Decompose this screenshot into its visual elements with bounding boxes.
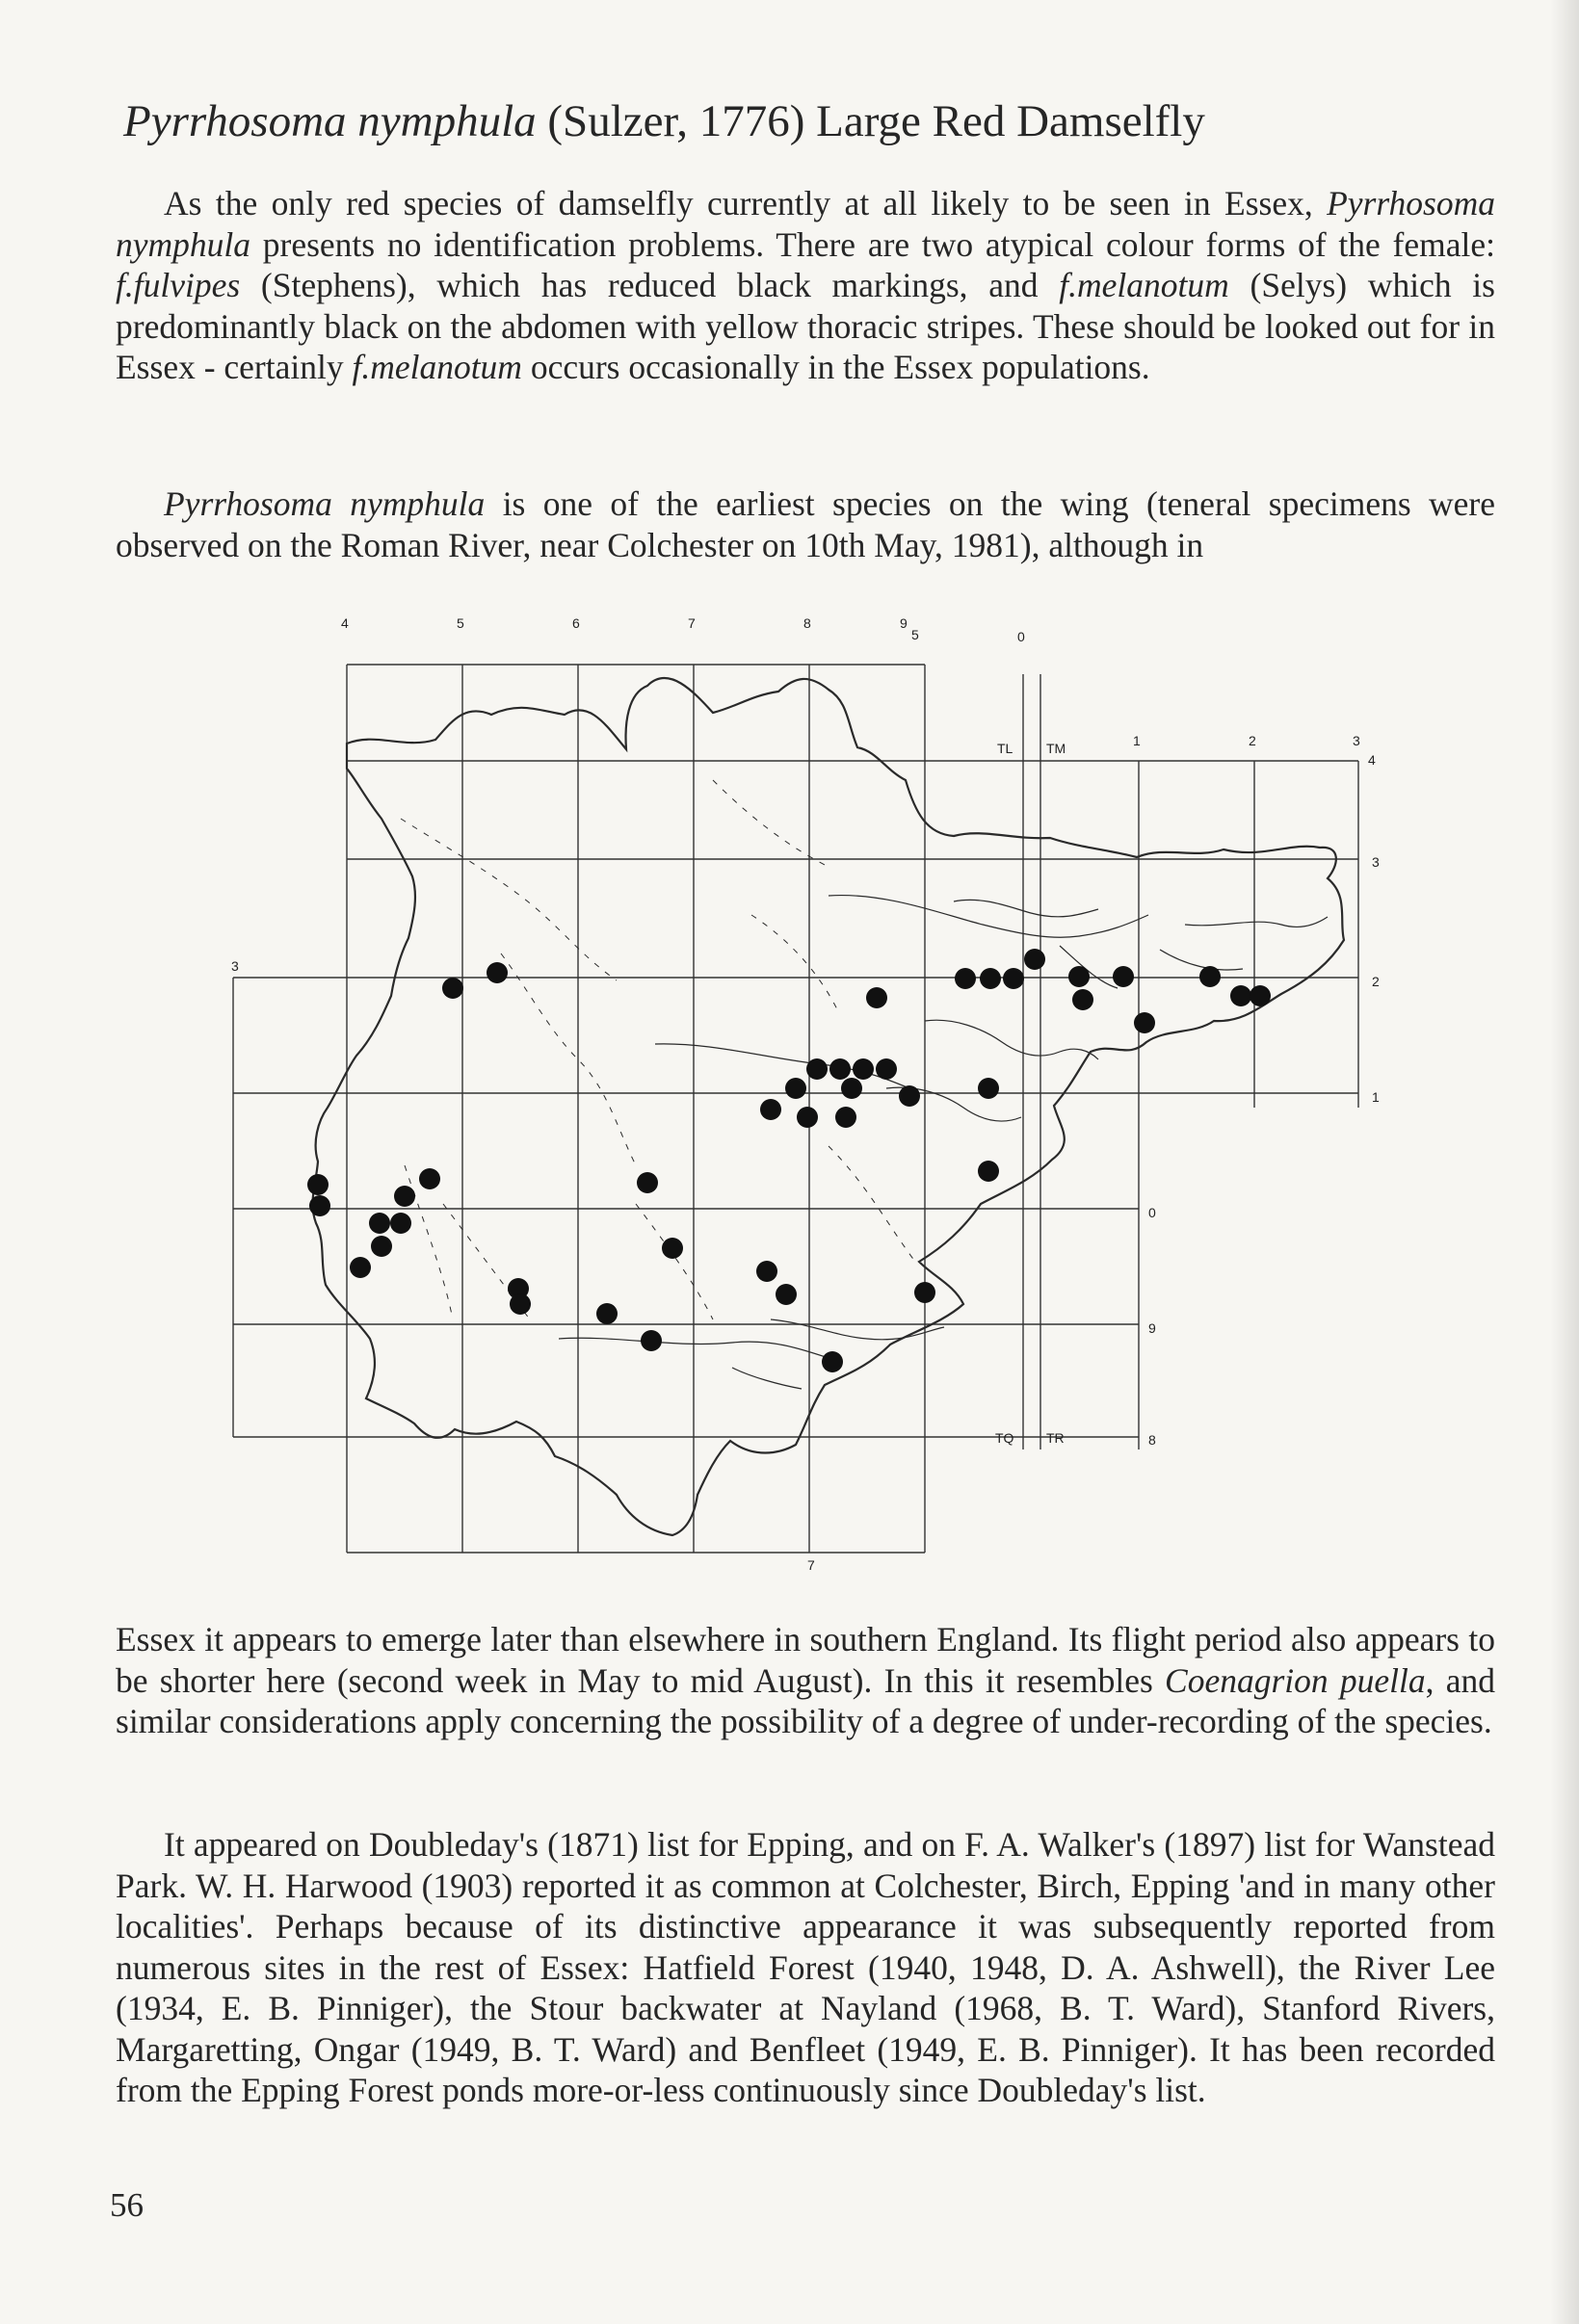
italic-term: f.melanotum: [352, 348, 522, 386]
text-run: As the only red species of damselfly currently at all likely to be seen in Essex,: [164, 184, 1328, 222]
record-dot: [841, 1078, 862, 1099]
square-code-tm: TM: [1046, 741, 1066, 756]
italic-term: Pyrrhosoma nymphula: [116, 184, 1495, 264]
record-dot: [978, 1078, 999, 1099]
record-dot: [369, 1213, 390, 1234]
title-author-common-name: (Sulzer, 1776) Large Red Damselfly: [536, 96, 1205, 146]
top-label-6: 9: [900, 615, 908, 631]
top-label-2: 5: [457, 615, 464, 631]
record-dot: [371, 1236, 392, 1257]
paragraph-identification: [116, 183, 1495, 388]
italic-term: Pyrrhosoma nymphula: [164, 484, 486, 523]
paragraph-flight-period: [116, 1619, 1495, 1742]
text-run: is one of the earliest species on the wing (teneral specimens were observed on the Roman River, near Colchester on 10th May, 1981), although in: [116, 484, 1496, 564]
record-dot: [1068, 966, 1090, 987]
record-dot: [785, 1078, 806, 1099]
page-number: 56: [110, 2186, 144, 2224]
square-code-tq: TQ: [995, 1430, 1014, 1446]
italic-term: Coenagrion puella: [1165, 1660, 1426, 1700]
right-label-3: 3: [1372, 854, 1380, 870]
record-dot: [899, 1085, 920, 1107]
text-run: presents no identification problems. There are two atypical colour forms of the female:: [250, 224, 1495, 264]
right-label-0: 0: [1148, 1205, 1156, 1220]
record-dot: [822, 1351, 843, 1372]
record-dot: [797, 1107, 818, 1128]
record-dot: [835, 1107, 856, 1128]
text-run: , and similar considerations apply concerning the possibility of a degree of under-recording of the species.: [116, 1660, 1495, 1740]
record-dot: [1134, 1012, 1155, 1033]
record-dot: [637, 1172, 658, 1193]
record-dot: [350, 1257, 371, 1278]
record-dot: [510, 1293, 531, 1315]
distribution-map: [212, 607, 1397, 1589]
record-dot: [853, 1058, 874, 1080]
left-label-3: 3: [231, 958, 239, 974]
text-run: Essex it appears to emerge later than elsewhere in southern England. Its flight period also appears to be shorter here (second week in May to mid August). In this it resembles: [116, 1620, 1495, 1700]
paragraph-records-history: [116, 1824, 1495, 2111]
record-dot: [980, 968, 1001, 989]
record-dot: [641, 1330, 662, 1351]
paragraph-flight-start: [116, 483, 1495, 565]
record-dot: [1113, 966, 1134, 987]
map-grid: [233, 665, 1358, 1553]
record-dot: [1230, 985, 1251, 1006]
record-dot: [1250, 985, 1271, 1006]
top-label-5: 8: [803, 615, 811, 631]
record-dot: [1024, 949, 1045, 970]
record-dot: [756, 1261, 777, 1282]
record-dot: [829, 1058, 851, 1080]
record-dot: [596, 1303, 618, 1324]
minor-streams: [401, 780, 915, 1319]
tm-easting-4: 4: [1368, 752, 1376, 768]
text-run: (Stephens), which has reduced black markings, and: [240, 266, 1060, 304]
record-dot: [1199, 966, 1221, 987]
italic-term: f.fulvipes: [116, 266, 241, 304]
square-code-tr: TR: [1046, 1430, 1065, 1446]
title-latin-name: Pyrrhosoma nymphula: [123, 96, 537, 146]
text-run: occurs occasionally in the Essex populations.: [521, 348, 1150, 386]
tm-easting-1: 1: [1133, 733, 1141, 748]
top-label-8: 0: [1017, 629, 1025, 644]
record-dot: [914, 1282, 935, 1303]
record-dot: [876, 1058, 897, 1080]
top-label-7: 5: [911, 627, 919, 642]
top-label-3: 6: [572, 615, 580, 631]
record-dot: [776, 1284, 797, 1305]
record-dot: [866, 987, 887, 1008]
right-label-2: 2: [1372, 974, 1380, 989]
right-label-8: 8: [1148, 1432, 1156, 1448]
right-label-9: 9: [1148, 1320, 1156, 1336]
record-dot: [390, 1213, 411, 1234]
record-dot: [309, 1195, 330, 1216]
record-dot: [419, 1168, 440, 1189]
bottom-label-7: 7: [807, 1557, 815, 1573]
record-dot: [760, 1099, 781, 1120]
record-dot: [1003, 968, 1024, 989]
page-edge-shadow: [1550, 0, 1579, 2324]
record-dot: [307, 1174, 329, 1195]
record-dot: [394, 1186, 415, 1207]
tm-easting-2: 2: [1249, 733, 1256, 748]
top-label-4: 7: [688, 615, 696, 631]
tm-easting-3: 3: [1353, 733, 1360, 748]
square-code-tl: TL: [997, 741, 1013, 756]
italic-term: f.melanotum: [1059, 266, 1229, 304]
county-boundary: [313, 678, 1344, 1535]
record-dot: [487, 962, 508, 983]
record-dot: [662, 1238, 683, 1259]
page-title: [123, 92, 1472, 150]
record-dot: [1072, 989, 1093, 1010]
text-run: (Selys) which is predominantly black on the abdomen with yellow thoracic stripes. These should be looked out for in Essex - certainly: [116, 266, 1495, 386]
record-dot: [442, 978, 463, 999]
map-labels: [231, 615, 1380, 1573]
top-label-1: 4: [341, 615, 349, 631]
record-dot: [955, 968, 976, 989]
record-dots: [307, 949, 1271, 1372]
right-label-1: 1: [1372, 1089, 1380, 1105]
record-dot: [978, 1161, 999, 1182]
record-dot: [806, 1058, 828, 1080]
text-run: It appeared on Doubleday's (1871) list for Epping, and on F. A. Walker's (1897) list for Wanstead Park. W. H. Harwood (1903) reported it as common at Colchester, Birch, Epping 'and in many other localities'. Perhaps because of its distinctive appearance it was subsequently reported from numerous sites in the rest of Essex: Hatfield Forest (1940, 1948, D. A. Ashwell), the River Lee (1934, E. B. Pinniger), the Stour backwater at Nayland (1968, B. T. Ward), Stanford Rivers, Margaretting, Ongar (1949, B. T. Ward) and Benfleet (1949, E. B. Pinniger). It has been recorded from the Epping Forest ponds more-or-less continuously since Doubleday's list.: [116, 1825, 1495, 2109]
